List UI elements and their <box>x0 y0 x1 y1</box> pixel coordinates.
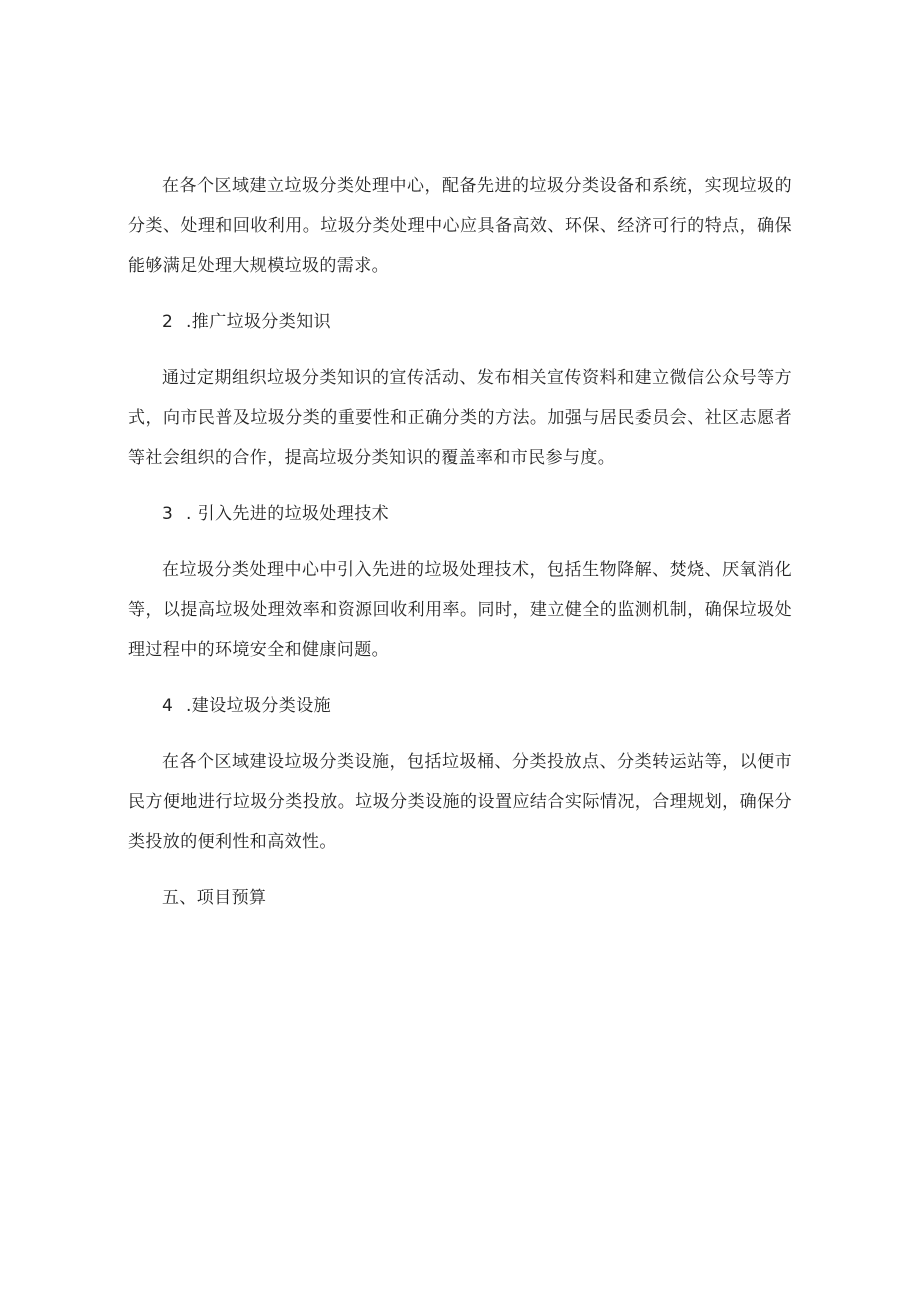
heading-advanced-technology <box>128 494 792 534</box>
heading-title: . 引入先进的垃圾处理技术 <box>186 504 390 524</box>
paragraph-promote-knowledge: 通过定期组织垃圾分类知识的宣传活动、发布相关宣传资料和建立微信公众号等方式，向市民普及垃圾分类的重要性和正确分类的方法。加强与居民委员会、社区志愿者等社会组织的合作，提高垃圾分类知识的覆盖率和市民参与度。 <box>128 368 792 468</box>
paragraph-advanced-technology: 在垃圾分类处理中心中引入先进的垃圾处理技术，包括生物降解、焚烧、厌氧消化等，以提高垃圾处理效率和资源回收利用率。同时，建立健全的监测机制，确保垃圾处理过程中的环境安全和健康问题。 <box>128 560 792 660</box>
heading-promote-knowledge <box>128 302 792 342</box>
heading-title: .推广垃圾分类知识 <box>186 312 332 332</box>
heading-number: 3 <box>162 504 174 524</box>
heading-project-budget <box>128 878 792 918</box>
heading-title: 五、项目预算 <box>162 888 267 908</box>
paragraph-build-facilities: 在各个区域建设垃圾分类设施，包括垃圾桶、分类投放点、分类转运站等，以便市民方便地进行垃圾分类投放。垃圾分类设施的设置应结合实际情况，合理规划，确保分类投放的便利性和高效性。 <box>128 752 792 852</box>
document-body <box>128 166 792 918</box>
heading-number: 2 <box>162 312 174 332</box>
paragraph-processing-center: 在各个区域建立垃圾分类处理中心，配备先进的垃圾分类设备和系统，实现垃圾的分类、处理和回收利用。垃圾分类处理中心应具备高效、环保、经济可行的特点，确保能够满足处理大规模垃圾的需求。 <box>128 176 792 276</box>
heading-build-facilities <box>128 686 792 726</box>
heading-number: 4 <box>162 696 174 716</box>
heading-title: .建设垃圾分类设施 <box>186 696 332 716</box>
